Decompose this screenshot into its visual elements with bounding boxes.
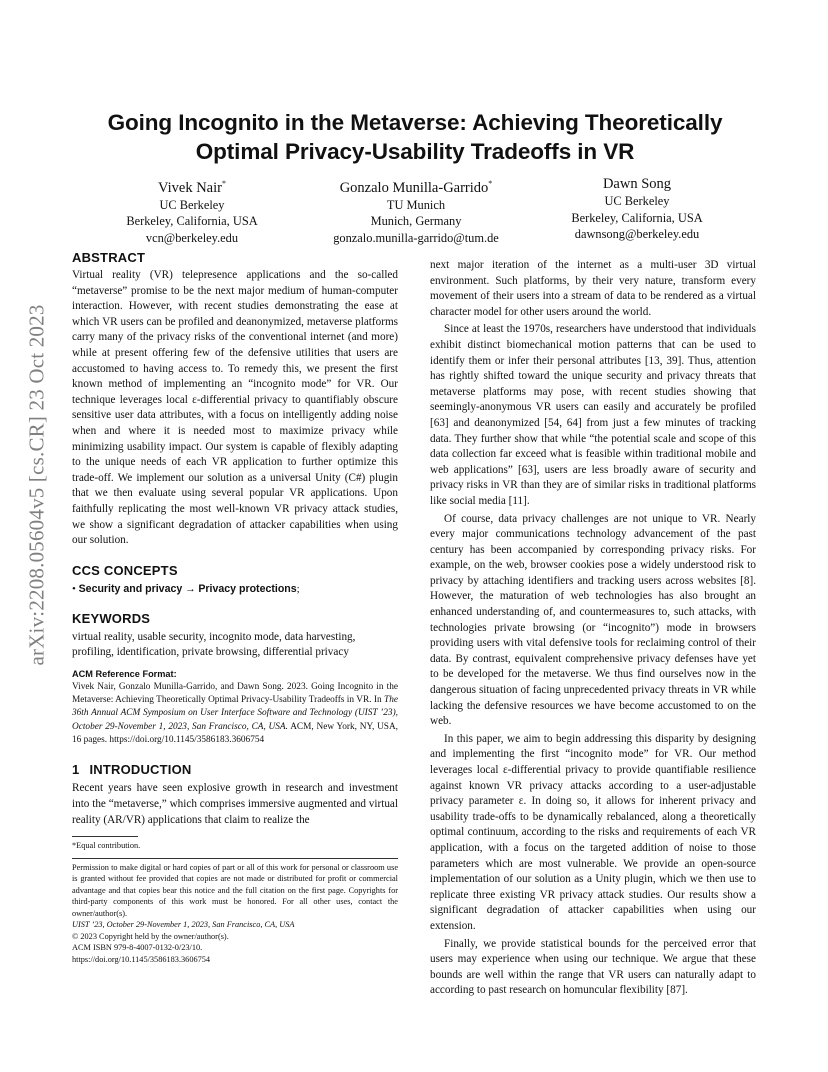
acm-reference-heading: ACM Reference Format: [72, 668, 177, 679]
author-location: Munich, Germany [370, 214, 462, 229]
acm-reference-authors: Vivek Nair, Gonzalo Munilla-Garrido, and Dawn Song. 2023. Going Incognito in the Metaverse: Achieving Theoretically Optimal Privacy-Usability Tradeoffs in VR. In [72, 681, 398, 706]
author-name: Gonzalo Munilla-Garrido [339, 179, 489, 196]
section-number: 1 [72, 762, 80, 778]
intro-paragraph-3: Of course, data privacy challenges are not unique to VR. Nearly every major communications technology advancement of the past century has been accompanied by corresponding privacy risks. For example, on the web, browser cookies pose a widely understood risk to privacy by attaching identifiers and tracking users across websites [8]. However, the maturation of web technologies has also brought an enhanced understanding of, and countermeasures to, such attacks, with technologies private browsing (or “incognito”) mode in browsers providing users with vital defensive tools for reclaiming control of their data. By contrast, equivalent comprehensive privacy defenses have yet to be developed for the metaverse. We thus find ourselves now in the dangerous situation of facing unprecedented privacy threats in VR while lacking the defensive resources we have become accustomed to on the web. [430, 512, 756, 728]
footnote: *Equal contribution. [72, 841, 141, 851]
title-line-1: Going Incognito in the Metaverse: Achieving Theoretically [107, 110, 723, 135]
intro-paragraph-1: next major iteration of the internet as a multi-user 3D virtual environment. Such platforms, by their very nature, transform every movement of their users into a stream of data to be rendered as a virtual character model for other users around the world. [430, 259, 756, 318]
author-name: Vivek Nair [158, 179, 222, 196]
author-email[interactable]: vcn@berkeley.edu [145, 230, 239, 245]
right-column [430, 258, 756, 999]
copyright-divider [72, 858, 398, 859]
paper-title [70, 108, 760, 166]
copyright-venue [72, 919, 398, 931]
acm-reference-text [72, 681, 398, 747]
ccs-heading: CCS CONCEPTS [72, 562, 178, 578]
ccs-concepts [72, 582, 398, 597]
ccs-concept: Security and privacy [78, 582, 183, 595]
abstract-text: Virtual reality (VR) telepresence applications and the so-called “metaverse” promise to be the next major medium of human-computer interaction. However, with recent studies demonstrating the ease at which VR users can be profiled and deanonymized, metaverse platforms carry many of the privacy risks of the conventional internet (and more) while at present offering few of the defensive utilities that users are accustomed to having access to. To remedy this, we present the first known method of implementing an “incognito mode” for VR. Our technique leverages local ε-differential privacy to quantifiably obscure sensitive user data attributes, with a focus on intelligently adding noise when and where it is needed most to maximize privacy while minimizing usability impact. Our system is capable of flexibly adapting to the unique needs of each VR application to further optimize this trade-off. We implement our solution as a universal Unity (C#) plugin that we then evaluate using several popular VR applications. Upon faithfully replicating the most well-known VR privacy attack studies, we show a significant degradation of attacker capabilities when using our solution. [72, 269, 398, 547]
author-affiliation: UC Berkeley [604, 194, 670, 208]
author-email[interactable]: dawnsong@berkeley.edu [574, 227, 700, 241]
author-affiliation: UC Berkeley [159, 197, 225, 212]
equal-contribution-mark: * [221, 179, 226, 188]
footnote-divider [72, 836, 138, 837]
intro-paragraph-5: Finally, we provide statistical bounds for the perceived error that users may experience when using our technique. We argue that these bounds are well within the range that VR users can naturally adapt to according to past research on homuncular flexibility [87]. [430, 937, 756, 997]
copyright-venue-text: UIST ’23, October 29-November 1, 2023, San Francisco, CA, USA [72, 920, 295, 930]
keywords-text: virtual reality, usable security, incognito mode, data harvesting, profiling, identification, private browsing, differential privacy [72, 630, 356, 659]
abstract-heading: ABSTRACT [72, 250, 146, 265]
author-block-1 [100, 175, 284, 246]
author-email[interactable]: gonzalo.munilla-garrido@tum.de [333, 230, 499, 245]
author-affiliation: TU Munich [386, 197, 446, 212]
copyright-isbn: ACM ISBN 979-8-4007-0132-0/23/10. [72, 943, 203, 953]
arxiv-identifier: arXiv:2208.05604v5 [cs.CR] 23 Oct 2023 [24, 304, 49, 666]
copyright-doi[interactable]: https://doi.org/10.1145/3586183.3606754 [72, 954, 211, 964]
acm-reference-tail: ACM, New York, NY, USA, 16 pages. https://doi.org/10.1145/3586183.3606754 [72, 721, 398, 746]
left-column [72, 250, 398, 965]
keywords-heading: KEYWORDS [72, 610, 151, 626]
intro-paragraph-4: In this paper, we aim to begin addressing this disparity by designing and implementing the first “incognito mode” for VR. Our method leverages local ε-differential privacy to provide quantifiable resilience against known VR privacy attacks according to a user-adjustable privacy parameter ε. In doing so, it allows for inherent privacy and usability trade-offs to be dynamically rebalanced, along a theoretically optimal continuum, according to the risks and requirements of each VR application, with a focus on the targeted addition of noise to those parameters which are most vulnerable. We provide an open-source implementation of our solution as a Unity plugin, which we then use to replicate three existing VR privacy attack studies. Our results show a significant degradation of attacker capabilities when using our extension. [430, 732, 756, 932]
author-location: Berkeley, California, USA [571, 210, 703, 225]
title-line-2: Optimal Privacy-Usability Tradeoffs in VR [195, 139, 635, 164]
ccs-subconcept: Privacy protections [198, 582, 297, 595]
copyright-held: © 2023 Copyright held by the owner/author(s). [72, 931, 229, 941]
acm-reference-venue: The 36th Annual ACM Symposium on User Interface Software and Technology (UIST ’23), October 29-November 1, 2023, San Francisco, CA, USA. [72, 695, 398, 732]
ccs-arrow: → [185, 582, 196, 595]
author-name: Dawn Song [602, 176, 672, 192]
author-block-2 [312, 175, 520, 246]
equal-contribution-mark: * [488, 179, 493, 188]
arxiv-sidebar [22, 290, 52, 680]
copyright-permission: Permission to make digital or hard copies of part or all of this work for personal or classroom use is granted without fee provided that copies are not made or distributed for profit or commercial advantage and that copies bear this notice and the full citation on the first page. Copyrights for third-party components of this work must be honored. For all other uses, contact the owner/author(s). [72, 862, 398, 918]
ccs-tail: ; [296, 582, 300, 595]
intro-left-text: Recent years have seen explosive growth in research and investment into the “metaverse,” which comprises immersive augmented and virtual reality (AR/VR) applications that claim to realize the [72, 782, 398, 826]
intro-paragraph-2: Since at least the 1970s, researchers have understood that individuals exhibit distinct biomechanical motion patterns that can be used to identify them or infer their personal attributes [13, 39]. Thus, attention has rightly shifted toward the unique security and privacy threats that metaverse platforms may pose, with recent studies showing that seemingly-anonymous VR users can easily and accurately be profiled [63] and deanonymized [54, 64] from just a few minutes of tracking data. They further show that while “the potential scale and scope of this data collection far exceed what is feasible within traditional mobile and web applications” [63], users are less broadly aware of security and privacy risks in VR than they are of similar risks in traditional platforms like social media [11]. [430, 323, 756, 507]
section-title: INTRODUCTION [89, 762, 192, 778]
ccs-bullet: • [72, 582, 76, 595]
author-location: Berkeley, California, USA [126, 214, 258, 229]
author-block-3 [550, 175, 724, 243]
introduction-heading [72, 762, 398, 778]
